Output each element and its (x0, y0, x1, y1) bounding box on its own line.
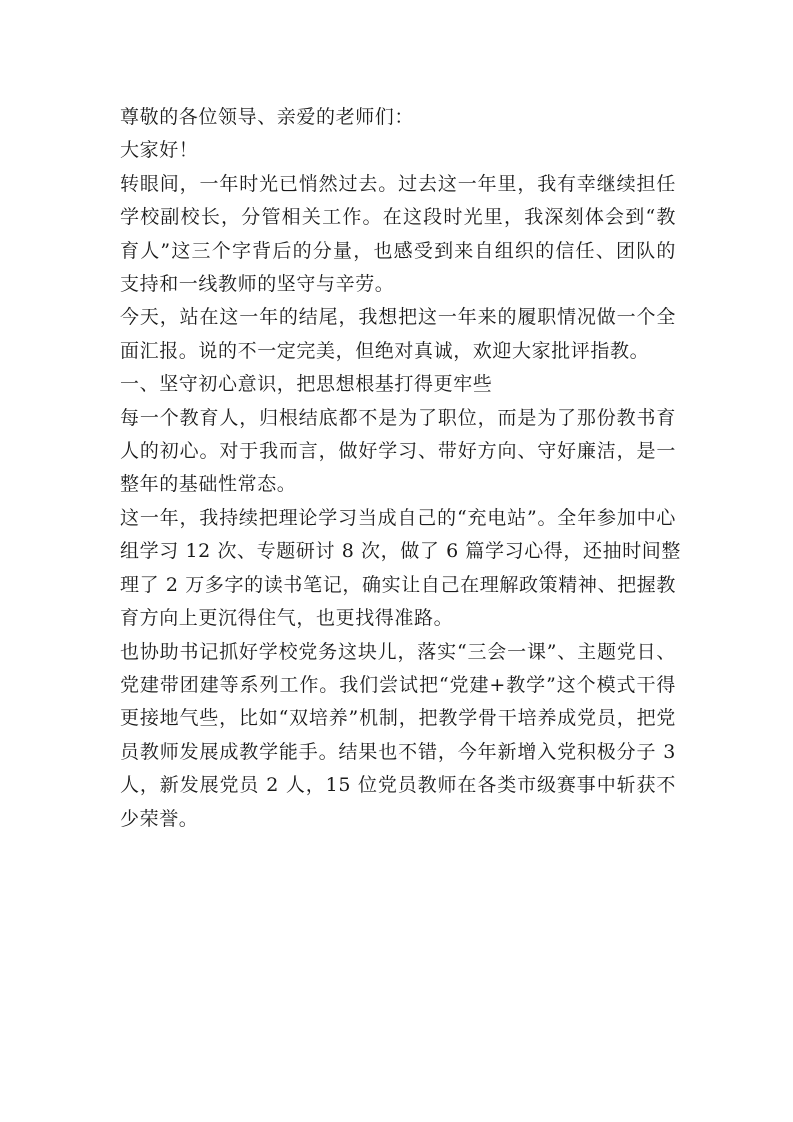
text-line: 人的初心。对于我而言，做好学习、带好方向、守好廉洁，是一 (120, 440, 676, 463)
section-heading-1 (120, 368, 676, 401)
text-line: 也协助书记抓好学校党务这块儿，落实“三会一课”、主题党日、 (120, 640, 676, 663)
text-line: 转眼间，一年时光已悄然过去。过去这一年里，我有幸继续担任 (120, 172, 676, 195)
document-body (120, 101, 681, 836)
paragraph-intro (120, 168, 676, 302)
text-line: 党建带团建等系列工作。我们尝试把“党建+教学”这个模式干得 (120, 673, 676, 696)
salutation (120, 101, 676, 134)
paragraph-original-intention (120, 402, 676, 502)
text-line: 理了 2 万多字的读书笔记，确实让自己在理解政策精神、把握教 (120, 573, 676, 596)
text-line: 整年的基础性常态。 (120, 473, 297, 496)
text-line: 大家好！ (120, 139, 199, 162)
section-heading: 一、坚守初心意识，把思想根基打得更牢些 (120, 373, 493, 396)
greeting (120, 134, 676, 167)
text-line: 育人”这三个字背后的分量，也感受到来自组织的信任、团队的 (120, 239, 676, 262)
text-line: 员教师发展成教学能手。结果也不错，今年新增入党积极分子 3 (120, 740, 676, 763)
text-line: 每一个教育人，归根结底都不是为了职位，而是为了那份教书育 (120, 406, 676, 429)
paragraph-report (120, 301, 676, 368)
text-line: 面汇报。说的不一定完美，但绝对真诚，欢迎大家批评指教。 (120, 339, 650, 362)
text-line: 尊敬的各位领导、亲爱的老师们： (120, 106, 415, 128)
text-line: 育方向上更沉得住气，也更找得准路。 (120, 607, 454, 630)
text-line: 这一年，我持续把理论学习当成自己的“充电站”。全年参加中心 (120, 506, 676, 529)
text-line: 组学习 12 次、专题研讨 8 次，做了 6 篇学习心得，还抽时间整 (120, 540, 681, 563)
text-line: 学校副校长，分管相关工作。在这段时光里，我深刻体会到“教 (120, 206, 676, 229)
text-line: 少荣誉。 (120, 807, 199, 830)
text-line: 人，新发展党员 2 人，15 位党员教师在各类市级赛事中斩获不 (120, 774, 676, 797)
text-line: 今天，站在这一年的结尾，我想把这一年来的履职情况做一个全 (120, 306, 676, 329)
paragraph-study (120, 502, 681, 636)
text-line: 支持和一线教师的坚守与辛劳。 (120, 273, 395, 296)
paragraph-party-work (120, 636, 676, 836)
text-line: 更接地气些，比如“双培养”机制，把教学骨干培养成党员，把党 (120, 707, 676, 730)
